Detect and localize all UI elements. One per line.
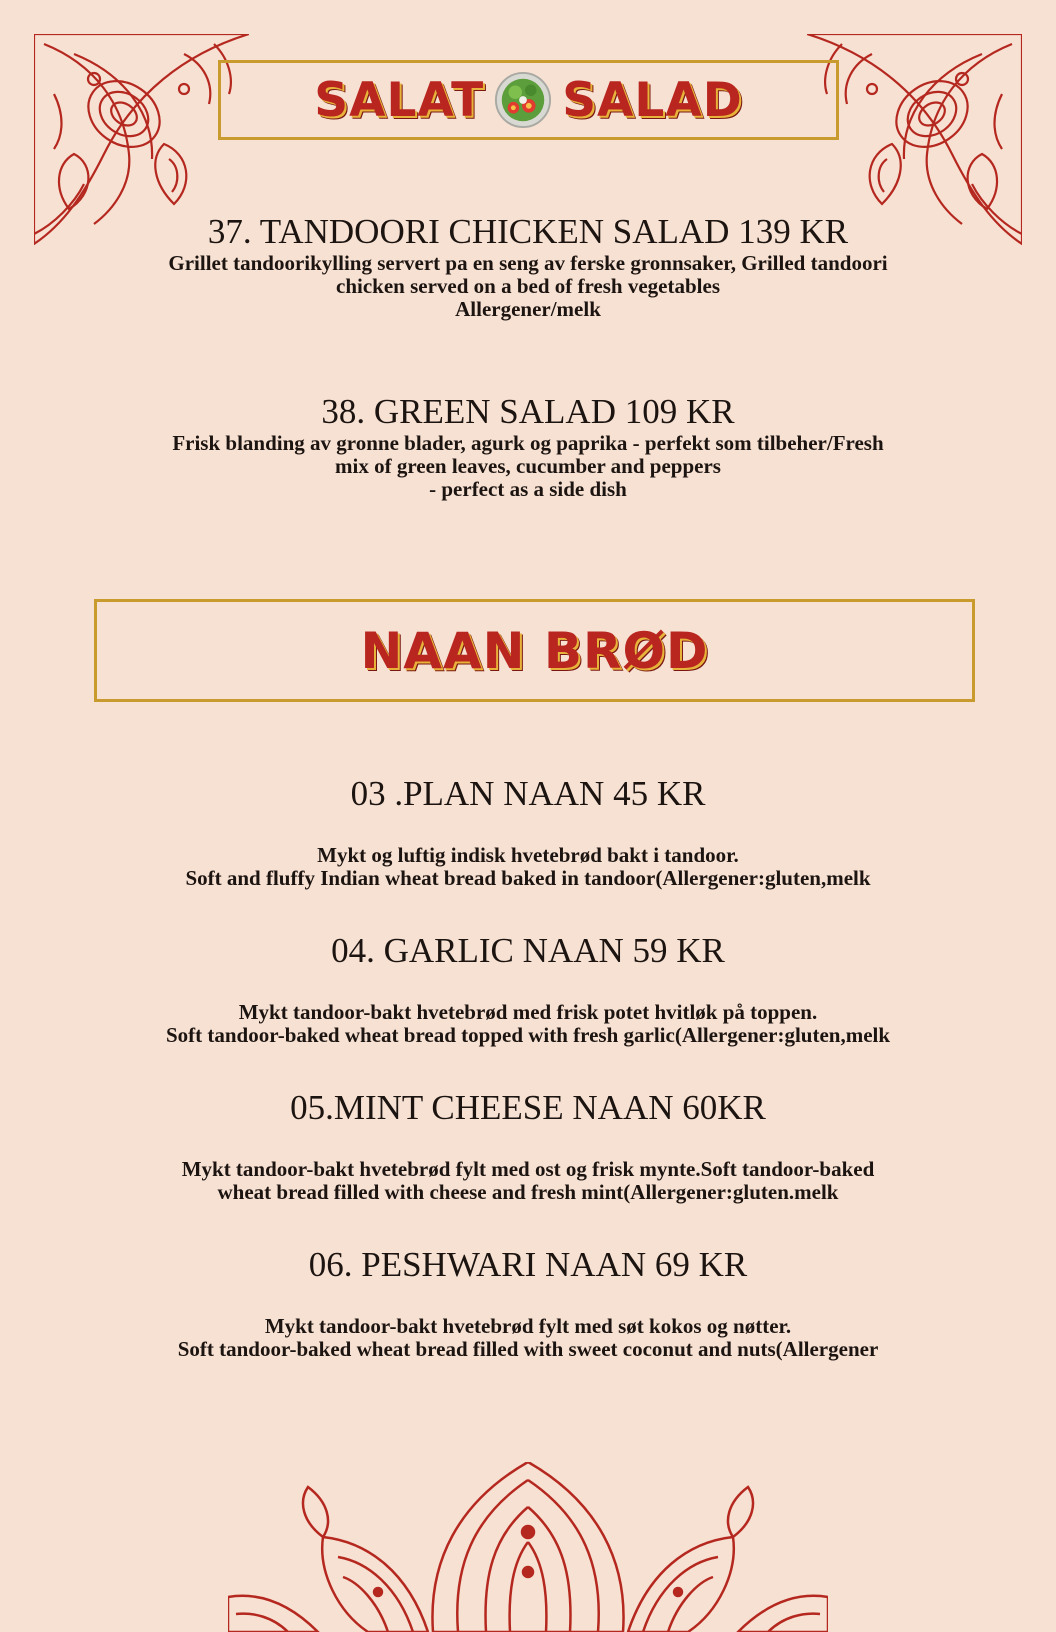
naan-section-header: [94, 599, 975, 702]
menu-item-peshwari-naan: [0, 1245, 1056, 1361]
menu-item-mint-cheese-naan: [0, 1088, 1056, 1204]
menu-item-description: Mykt tandoor-bakt hvetebrød med frisk potet hvitløk på toppen. Soft tandoor-baked wheat bread topped with fresh garlic(Allergener:gluten,melk: [165, 1000, 891, 1047]
menu-item-description: Grillet tandoorikylling servert pa en seng av ferske gronnsaker, Grilled tandoori chicken served on a bed of fresh vegetables Allergener/melk: [168, 251, 888, 321]
menu-item-plain-naan: [0, 774, 1056, 890]
menu-item-garlic-naan: [0, 931, 1056, 1047]
menu-item-green-salad: [0, 392, 1056, 501]
menu-item-title: 03 .PLAN NAAN 45 KR: [350, 774, 706, 813]
menu-item-title: 05.MINT CHEESE NAAN 60KR: [290, 1088, 766, 1127]
salad-section-header: [218, 60, 839, 140]
salad-header-right-title: SALAD: [562, 72, 743, 128]
menu-item-title: 04. GARLIC NAAN 59 KR: [331, 931, 725, 970]
menu-item-title: 06. PESHWARI NAAN 69 KR: [308, 1245, 748, 1284]
menu-item-title: 38. GREEN SALAD 109 KR: [321, 392, 735, 431]
menu-item-description: Frisk blanding av gronne blader, agurk og paprika - perfekt som tilbeher/Fresh mix of green leaves, cucumber and peppers - perfect as a side dish: [172, 431, 884, 501]
menu-item-title: 37. TANDOORI CHICKEN SALAD 139 KR: [207, 212, 849, 251]
menu-item-description: Mykt og luftig indisk hvetebrød bakt i tandoor. Soft and fluffy Indian wheat bread baked in tandoor(Allergener:gluten,melk: [185, 843, 871, 890]
naan-header-title: NAAN BRØD: [360, 621, 709, 680]
menu-item-description: Mykt tandoor-bakt hvetebrød fylt med søt kokos og nøtter. Soft tandoor-baked wheat bread filled with sweet coconut and nuts(Allergener: [177, 1314, 879, 1361]
salad-bowl-icon: [494, 71, 552, 129]
mandala-bottom-ornament-icon: [228, 1462, 828, 1632]
menu-item-description: Mykt tandoor-bakt hvetebrød fylt med ost og frisk mynte.Soft tandoor-baked wheat bread filled with cheese and fresh mint(Allergener:gluten.melk: [181, 1157, 875, 1204]
salad-header-left-title: SALAT: [314, 72, 485, 128]
menu-item-tandoori-chicken-salad: [0, 212, 1056, 321]
